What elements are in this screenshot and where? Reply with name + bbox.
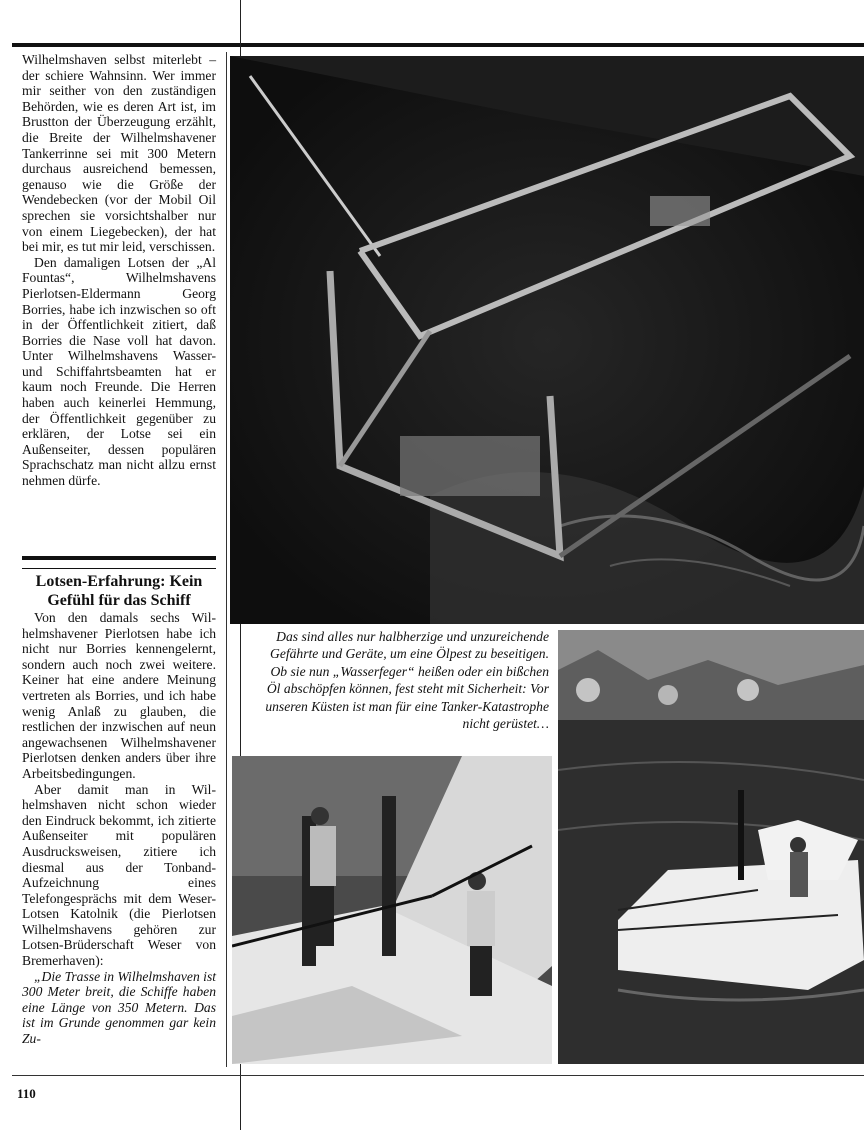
paragraph-3: Von den damals sechs Wilhelmshavener Pierlotsen habe ich nicht nur Borries kennengelernt, sondern auch noch zwei weitere. Keiner hat eine andere Meinung vertreten als Borries, und ich habe wenig Anlaß zu glauben, die restlichen der inzwischen auf neun angewachsenen Wilhelmshavener Pierlotsen denken anders über ihre Arbeitsbedingungen. bbox=[22, 610, 216, 781]
page-number: 110 bbox=[17, 1086, 36, 1101]
article-column-bottom bbox=[22, 610, 216, 1047]
photo-workers-on-deck bbox=[232, 756, 552, 1064]
column-divider bbox=[226, 52, 227, 1067]
top-rule bbox=[12, 43, 864, 47]
paragraph-2: Den damaligen Lotsen der „Al Fountas“, Wilhelmshavens Pierlotsen-Eldermann Georg Borries, habe ich inzwischen so oft in der Öffentlichkeit zitiert, daß Borries die Nase voll hat davon. Unter Wilhelmshavens Wasser- und Schiffahrtsbeamten hat er kaum noch Freunde. Die Herren haben auch keinerlei Hemmung, der Öffentlichkeit gegenüber zu erklären, der Lotse sei ein Außenseiter, dessen populären Sprachschatz man nicht allzu ernst nehmen dürfe. bbox=[22, 254, 216, 489]
section-heading bbox=[22, 556, 216, 610]
photo-skimmer-frame bbox=[230, 56, 864, 624]
photo-skimmer-boat bbox=[558, 630, 864, 1064]
article-column-top bbox=[22, 52, 216, 489]
photo-caption: Das sind alles nur halbherzige und unzureichende Gefährte und Geräte, um eine Ölpest zu beseitigen. Ob sie nun „Wasserfeger“ heißen oder ein bißchen Öl abschöpfen können, fest steht mit Sicherheit: Vor unseren Küsten ist man für eine Tanker-Katastrophe nicht gerüstet… bbox=[265, 629, 549, 732]
bottom-rule bbox=[12, 1075, 864, 1076]
section-heading-text: Lotsen-Erfahrung: Kein Gefühl für das Schiff bbox=[35, 573, 203, 609]
quote-paragraph: „Die Trasse in Wilhelmshaven ist 300 Meter breit, die Schiffe haben eine Länge von 350 Metern. Das ist im Grunde genommen gar kein Zu- bbox=[22, 968, 217, 1047]
paragraph-1: Wilhelmshaven selbst miterlebt – der schiere Wahnsinn. Wer immer mir seither von den zuständigen Behörden, wie es deren Art ist, im Brustton der Überzeugung erzählt, die Breite der Wilhelmshavener Tankerrinne sei mit 300 Metern durchaus ausreichend bemessen, genauso wie die Größe der Wendebecken (vor der Mobil Oil sprechen sie vorsichtshalber nur von einem Liegebecken), der hat bei mir, es tut mir leid, verschissen. bbox=[22, 52, 216, 255]
paragraph-4: Aber damit man in Wilhelmshaven nicht schon wieder den Eindruck bekommt, ich zitierte Außenseiter mit populären Ausdrucksweisen, zitiere ich diesmal aus der Tonband-Aufzeichnung eines Telefongesprächs mit dem Weser-Lotsen Katolnik (die Pierlotsen Wilhelmshavens gehören zur Lotsen-Brüderschaft Weser von Bremerhaven): bbox=[22, 781, 216, 969]
